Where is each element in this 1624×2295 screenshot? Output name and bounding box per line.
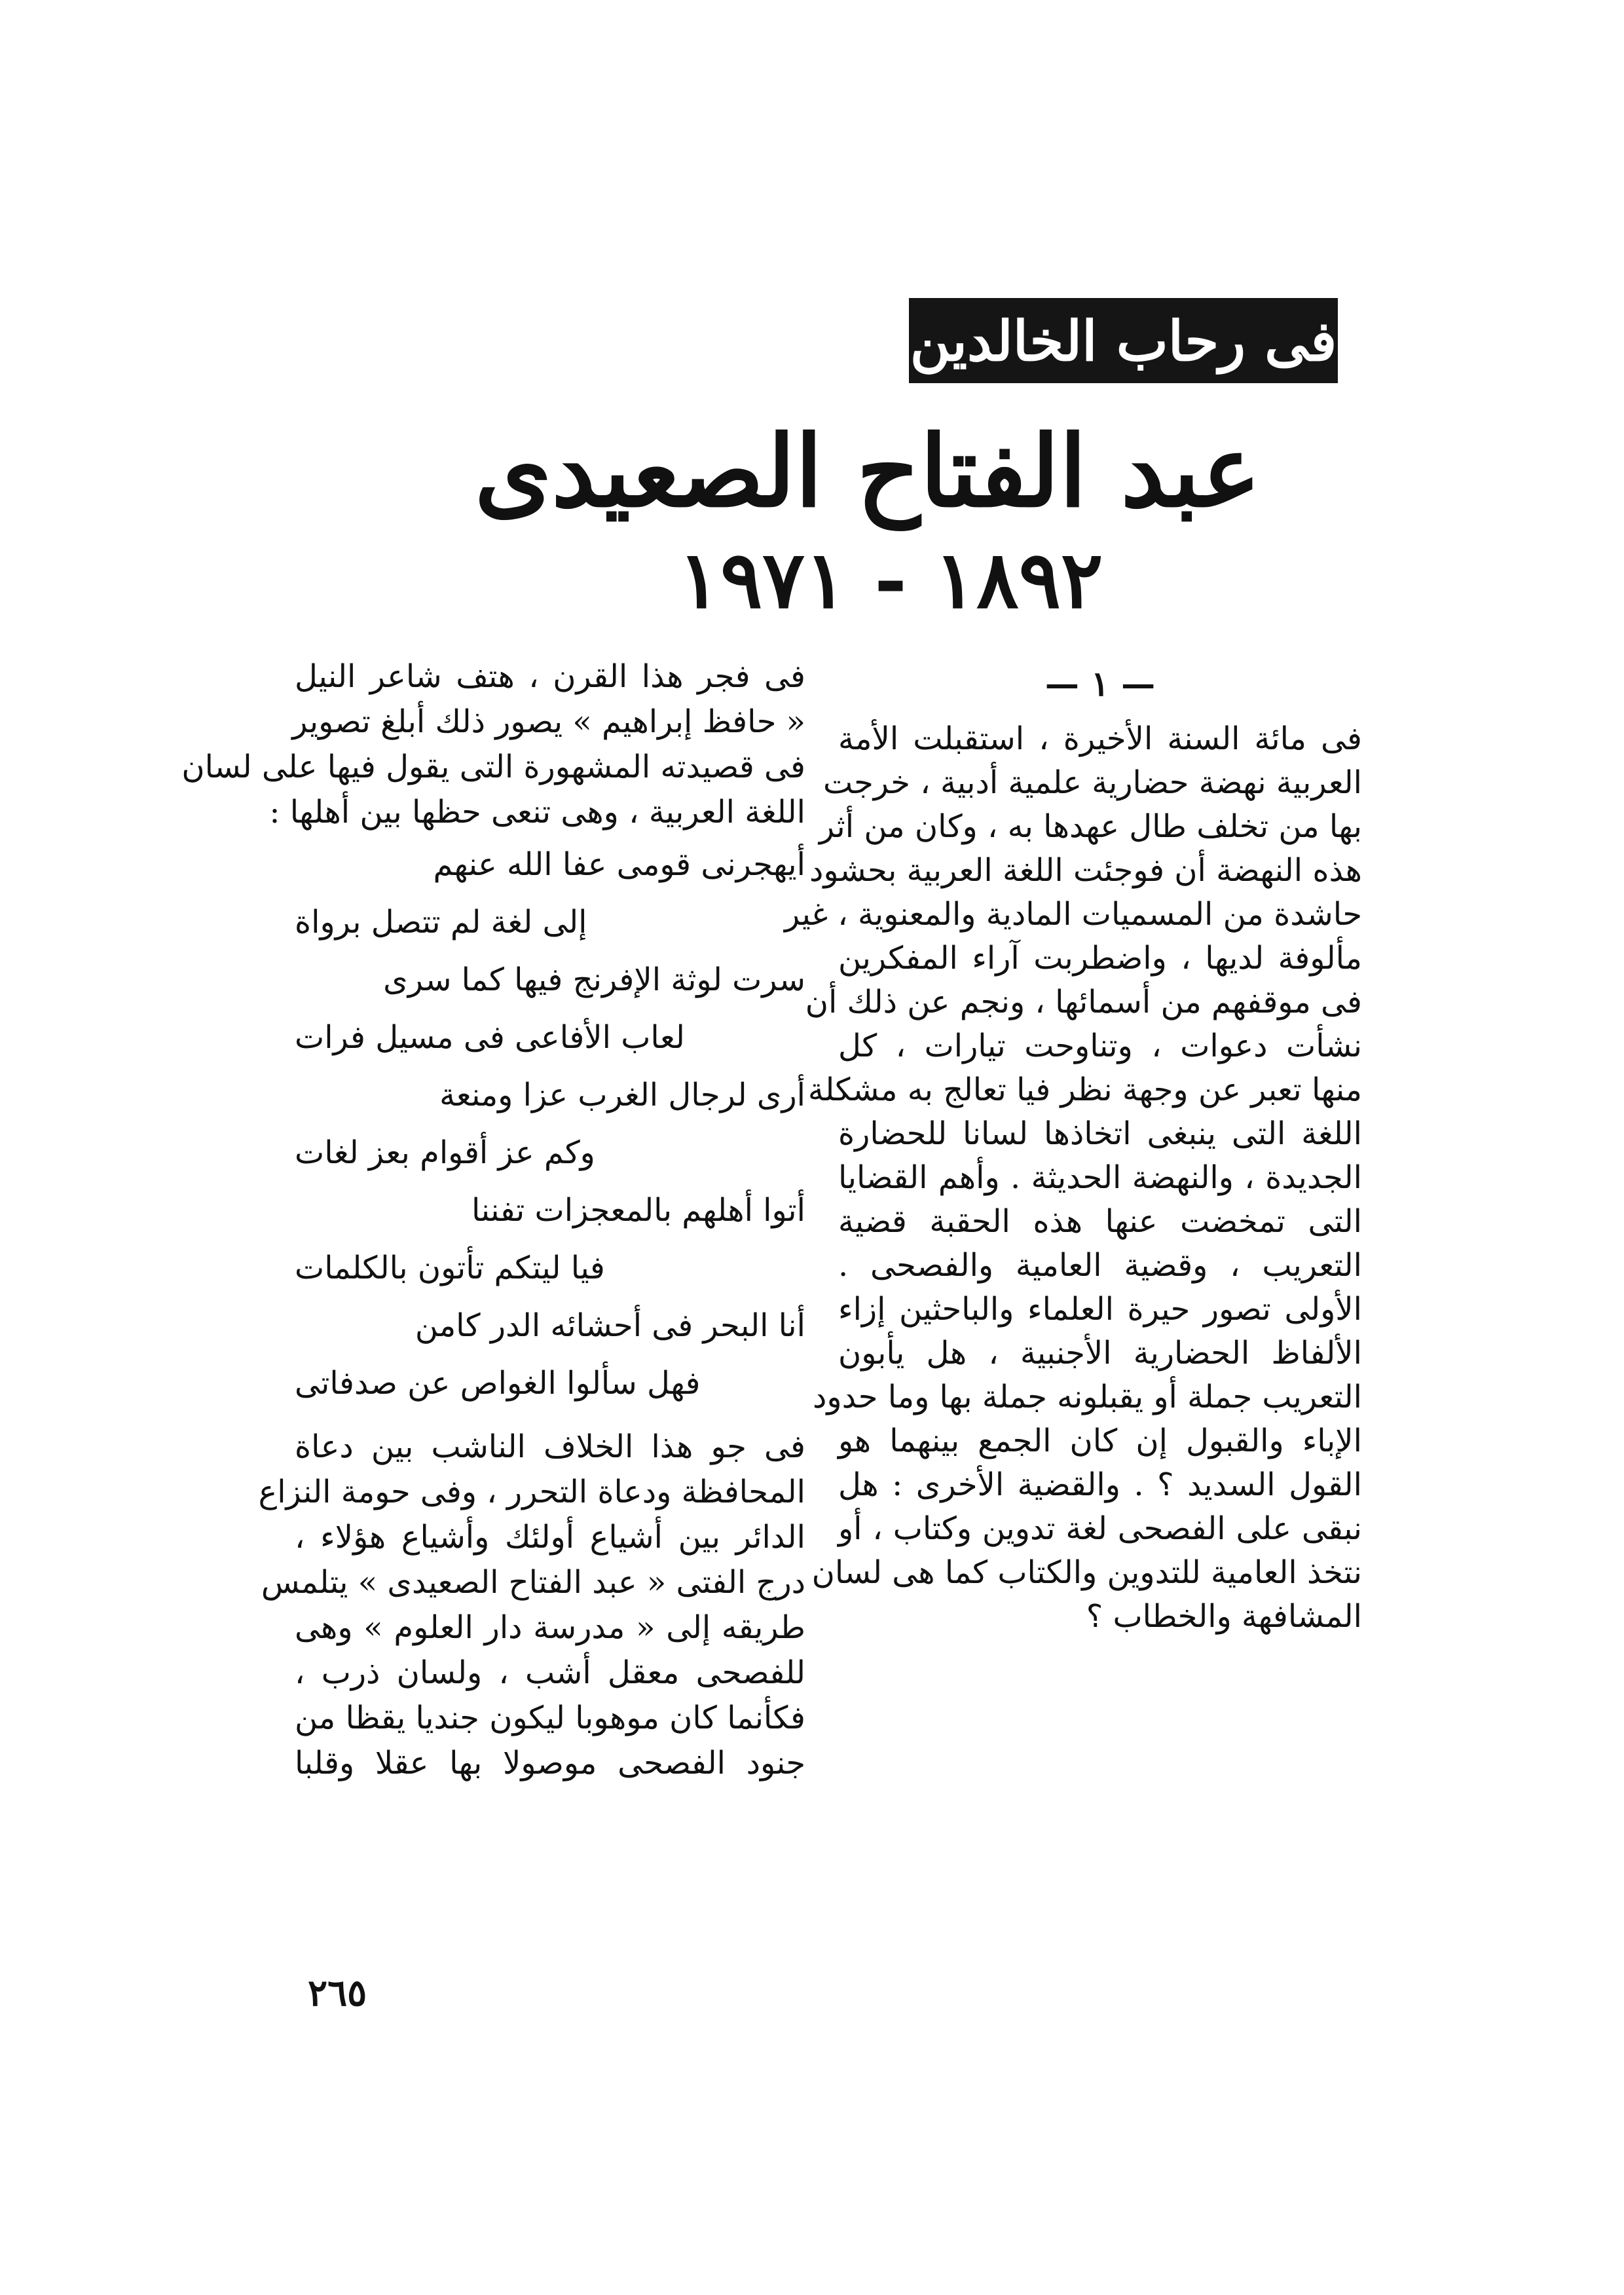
text-line: فى فجر هذا القرن ، هتف شاعر النيل — [295, 658, 805, 695]
text-line: المحافظة ودعاة التحرر ، وفى حومة النزاع — [258, 1474, 805, 1510]
poem-verse: فهل سألوا الغواص عن صدفاتى — [295, 1365, 701, 1402]
text-line: « حافظ إبراهيم » يصور ذلك أبلغ تصوير — [292, 703, 805, 740]
text-line: منها تعبر عن وجهة نظر فيا تعالج به مشكلة — [807, 1072, 1362, 1108]
text-line: نتخذ العامية للتدوين والكتاب كما هى لسان — [811, 1554, 1362, 1591]
poem-verse: أنا البحر فى أحشائه الدر كامن — [415, 1307, 805, 1344]
text-line: بها من تخلف طال عهدها به ، وكان من أثر — [819, 808, 1362, 845]
poem-verse: أرى لرجال الغرب عزا ومنعة — [439, 1077, 805, 1113]
poem-verse: أيهجرنى قومى عفا الله عنهم — [433, 846, 805, 883]
text-line: التى تمخضت عنها هذه الحقبة قضية — [838, 1203, 1362, 1240]
text-line: للفصحى معقل أشب ، ولسان ذرب ، — [295, 1654, 805, 1691]
text-line: نشأت دعوات ، وتناوحت تيارات ، كل — [838, 1028, 1362, 1064]
text-line: العربية نهضة حضارية علمية أدبية ، خرجت — [822, 764, 1362, 801]
text-line: الأولى تصور حيرة العلماء والباحثين إزاء — [838, 1291, 1362, 1328]
text-line: التعريب ، وقضية العامية والفصحى . — [838, 1247, 1362, 1284]
text-line: درج الفتى « عبد الفتاح الصعيدى » يتلمس — [261, 1564, 805, 1601]
text-line: فكأنما كان موهوبا ليكون جنديا يقظا من — [295, 1700, 805, 1736]
poem-verse: فيا ليتكم تأتون بالكلمات — [295, 1250, 605, 1286]
text-line: التعريب جملة أو يقبلونه جملة بها وما حدود — [813, 1379, 1362, 1415]
page-number: ٢٦٥ — [308, 1971, 367, 2015]
text-line: الدائر بين أشياع أولئك وأشياع هؤلاء ، — [295, 1519, 805, 1556]
section-banner: فى رحاب الخالدين — [909, 298, 1338, 383]
poem-verse: أتوا أهلهم بالمعجزات تفننا — [471, 1192, 805, 1229]
poem — [295, 836, 805, 1412]
poem-verse: سرت لوثة الإفرنج فيها كما سرى — [383, 961, 805, 998]
text-line: جنود الفصحى موصولا بها عقلا وقلبا — [295, 1745, 805, 1782]
text-line: طريقه إلى « مدرسة دار العلوم » وهى — [295, 1609, 805, 1646]
paragraph-gap — [295, 1412, 805, 1425]
text-line: فى جو هذا الخلاف الناشب بين دعاة — [295, 1428, 805, 1465]
text-line: نبقى على الفصحى لغة تدوين وكتاب ، أو — [838, 1510, 1362, 1547]
poem-verse: وكم عز أقوام بعز لغات — [295, 1134, 595, 1171]
life-years: ١٨٩٢ - ١٩٧١ — [678, 533, 1103, 626]
section-number: — ١ — — [1044, 664, 1156, 704]
poem-verse: إلى لغة لم تتصل برواة — [295, 904, 587, 941]
text-line: فى موقفهم من أسمائها ، ونجم عن ذلك أن — [805, 984, 1362, 1020]
text-line: اللغة التى ينبغى اتخاذها لسانا للحضارة — [838, 1115, 1362, 1152]
text-line: الجديدة ، والنهضة الحديثة . وأهم القضايا — [838, 1159, 1362, 1196]
right-column — [784, 655, 1363, 1639]
text-line: هذه النهضة أن فوجئت اللغة العربية بحشود — [809, 852, 1362, 889]
left-column — [181, 655, 805, 1787]
poem-verse: لعاب الأفاعى فى مسيل فرات — [295, 1019, 685, 1056]
text-line: القول السديد ؟ . والقضية الأخرى : هل — [838, 1466, 1362, 1503]
text-line: المشافهة والخطاب ؟ — [1086, 1598, 1362, 1635]
text-line: حاشدة من المسميات المادية والمعنوية ، غير — [784, 896, 1362, 933]
text-line: مألوفة لديها ، واضطربت آراء المفكرين — [838, 940, 1363, 977]
text-line: الألفاظ الحضارية الأجنبية ، هل يأبون — [838, 1335, 1362, 1371]
article-title: عبد الفتاح الصعيدى — [474, 414, 1261, 529]
text-line: الإباء والقبول إن كان الجمع بينهما هو — [838, 1423, 1362, 1459]
text-line: فى قصيدته المشهورة التى يقول فيها على لسان — [181, 749, 805, 785]
text-line: اللغة العربية ، وهى تنعى حظها بين أهلها : — [269, 794, 805, 830]
text-line: فى مائة السنة الأخيرة ، استقبلت الأمة — [838, 720, 1362, 757]
